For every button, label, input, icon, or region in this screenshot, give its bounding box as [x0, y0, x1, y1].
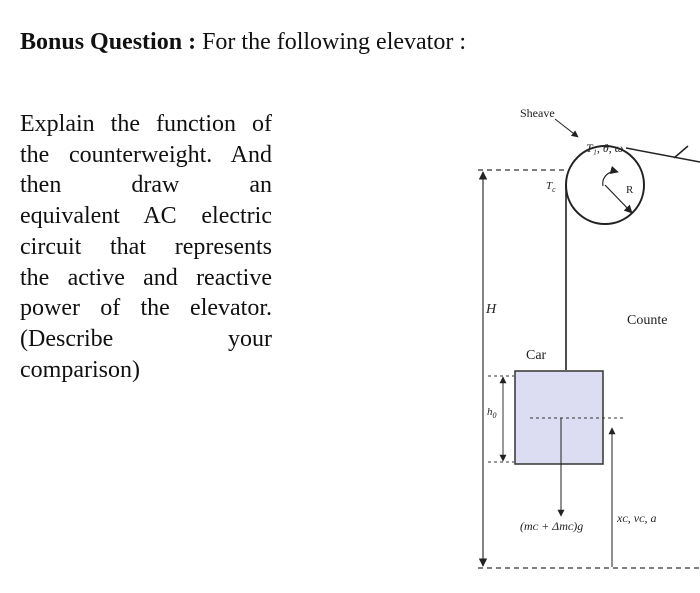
offset-label — [487, 406, 497, 420]
sheave-variables: T₁, θ, ω — [586, 141, 624, 155]
elevator-car — [515, 371, 603, 464]
counterweight-variables: xᴄ, vᴄ, a — [617, 511, 657, 525]
sheave-leader-arrow — [555, 119, 578, 137]
question-line: circuit that represents — [20, 233, 272, 260]
tension-symbol: T — [546, 180, 553, 192]
question-line: equivalent AC electric — [20, 203, 272, 230]
question-line: the active and reactive — [20, 264, 272, 291]
sheave-label: Sheave — [520, 106, 555, 120]
car-label: Car — [526, 348, 547, 363]
offset-symbol: h — [487, 406, 493, 418]
question-line: the counterweight. And — [20, 141, 272, 168]
heading-separator: : — [182, 29, 203, 55]
question-line: comparison) — [20, 356, 140, 383]
tension-label — [546, 180, 556, 194]
radius-label: R — [626, 184, 634, 196]
height-label: H — [486, 302, 497, 317]
tension-subscript: c — [552, 185, 556, 194]
rope-to-counterweight — [626, 148, 700, 162]
counterweight-label: Counte — [627, 313, 668, 328]
question-line: Explain the function of — [20, 111, 272, 137]
heading-label: Bonus Question — [20, 29, 183, 55]
offset-subscript: 0 — [492, 411, 497, 420]
force-label: (mᴄ + Δmᴄ)g — [520, 519, 584, 533]
question-line: (Describe your — [20, 325, 272, 352]
question-line: power of the elevator. — [20, 295, 272, 322]
heading-text: For the following elevator : — [202, 29, 467, 55]
rope-arrow-tick — [674, 146, 688, 158]
question-line: then draw an — [20, 172, 272, 199]
